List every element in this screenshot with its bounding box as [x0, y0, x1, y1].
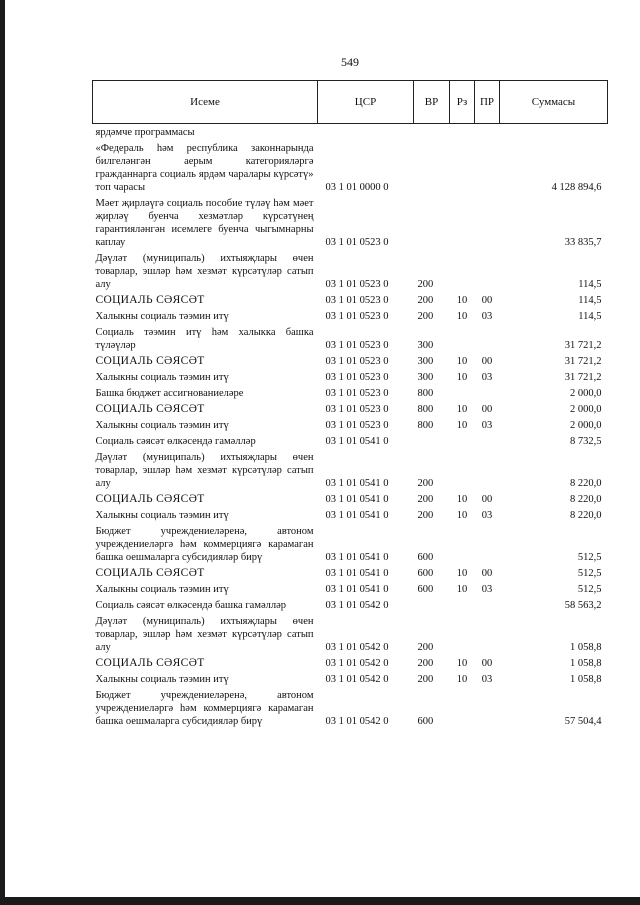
row-vr-cell: 800 [417, 404, 434, 415]
table-body [93, 124, 608, 729]
row-csr-cell: 03 1 01 0523 0 [325, 420, 389, 431]
row-csr-cell: 03 1 01 0523 0 [325, 372, 389, 383]
row-csr-cell: 03 1 01 0542 0 [325, 674, 389, 685]
row-vr-cell: 600 [417, 584, 434, 595]
row-name-cell: СОЦИАЛЬ СӘЯСӘТ [95, 657, 205, 669]
row-sum-cell: 31 721,2 [564, 340, 602, 351]
row-vr-cell: 200 [417, 658, 434, 669]
row-sum-cell: 8 220,0 [570, 510, 602, 521]
row-rz-cell: 10 [456, 494, 468, 505]
row-vr-cell: 200 [417, 510, 434, 521]
row-vr-cell: 200 [417, 478, 434, 489]
budget-table [92, 80, 608, 728]
table-row [93, 522, 608, 564]
row-sum-cell: 512,5 [577, 568, 602, 579]
row-sum-cell: 8 220,0 [570, 494, 602, 505]
row-pr-cell [475, 124, 500, 140]
row-csr-cell: 03 1 01 0000 0 [325, 182, 389, 193]
row-vr-cell [414, 596, 450, 612]
row-csr-cell: 03 1 01 0541 0 [325, 494, 389, 505]
row-name-cell: Социаль сәясәт өлкәсендә башка гамәлләр [95, 600, 287, 611]
row-pr-cell: 00 [481, 356, 493, 367]
row-csr-cell: 03 1 01 0541 0 [325, 510, 389, 521]
row-sum-cell: 31 721,2 [564, 372, 602, 383]
budget-table-container [92, 80, 607, 728]
row-vr-cell: 600 [417, 552, 434, 563]
row-name-cell: СОЦИАЛЬ СӘЯСӘТ [95, 493, 205, 505]
page-number: 549 [341, 55, 359, 69]
row-sum-cell: 58 563,2 [564, 600, 602, 611]
table-row [93, 654, 608, 670]
row-csr-cell: 03 1 01 0523 0 [325, 404, 389, 415]
row-pr-cell: 03 [481, 372, 493, 383]
table-row [93, 596, 608, 612]
row-rz-cell: 10 [456, 295, 468, 306]
row-name-cell: СОЦИАЛЬ СӘЯСӘТ [95, 355, 205, 367]
header-csr: ЦСР [318, 81, 414, 124]
row-rz-cell: 10 [456, 311, 468, 322]
table-row [93, 432, 608, 448]
row-sum-cell: 114,5 [578, 279, 602, 290]
row-pr-cell: 00 [481, 494, 493, 505]
row-name-cell: СОЦИАЛЬ СӘЯСӘТ [95, 403, 205, 415]
row-vr-cell: 800 [417, 420, 434, 431]
row-pr-cell [475, 612, 500, 654]
row-sum-cell: 1 058,8 [570, 642, 602, 653]
row-sum-cell: 4 128 894,6 [551, 182, 602, 193]
table-row [93, 416, 608, 432]
row-vr-cell: 200 [417, 279, 434, 290]
row-vr-cell: 800 [417, 388, 434, 399]
row-csr-cell: 03 1 01 0542 0 [325, 600, 389, 611]
table-row [93, 139, 608, 194]
row-rz-cell [450, 249, 475, 291]
row-name-cell: Дәүләт (муниципаль) ихтыяҗлары өчен товарлар, эшләр һәм хезмәт күрсәтүләр сатып алу [95, 452, 314, 489]
row-csr-cell: 03 1 01 0541 0 [325, 478, 389, 489]
table-row [93, 670, 608, 686]
row-pr-cell: 03 [481, 420, 493, 431]
row-vr-cell: 200 [417, 311, 434, 322]
row-csr-cell: 03 1 01 0523 0 [325, 356, 389, 367]
row-pr-cell [475, 323, 500, 352]
row-pr-cell: 00 [481, 568, 493, 579]
row-pr-cell [475, 596, 500, 612]
row-name-cell: Халыкны социаль тәэмин итү [95, 510, 229, 521]
row-name-cell: СОЦИАЛЬ СӘЯСӘТ [95, 294, 205, 306]
row-sum-cell: 2 000,0 [570, 404, 602, 415]
row-sum-cell: 512,5 [577, 552, 602, 563]
row-csr-cell: 03 1 01 0523 0 [325, 311, 389, 322]
row-rz-cell: 10 [456, 420, 468, 431]
row-sum-cell: 114,5 [578, 295, 602, 306]
row-vr-cell: 200 [417, 674, 434, 685]
row-vr-cell [414, 139, 450, 194]
row-sum-cell: 2 000,0 [570, 420, 602, 431]
row-pr-cell: 00 [481, 404, 493, 415]
row-name-cell: Социаль сәясәт өлкәсендә гамәлләр [95, 436, 256, 447]
row-csr-cell [318, 124, 414, 140]
table-row [93, 249, 608, 291]
table-header-row [93, 81, 608, 124]
row-pr-cell: 03 [481, 510, 493, 521]
table-row [93, 490, 608, 506]
row-vr-cell: 600 [417, 568, 434, 579]
row-rz-cell: 10 [456, 404, 468, 415]
row-pr-cell: 03 [481, 674, 493, 685]
row-csr-cell: 03 1 01 0523 0 [325, 237, 389, 248]
row-sum-cell: 512,5 [577, 584, 602, 595]
row-csr-cell: 03 1 01 0523 0 [325, 295, 389, 306]
row-rz-cell [450, 612, 475, 654]
row-pr-cell [475, 384, 500, 400]
row-csr-cell: 03 1 01 0541 0 [325, 568, 389, 579]
row-pr-cell: 00 [481, 295, 493, 306]
row-name-cell: Дәүләт (муниципаль) ихтыяҗлары өчен товарлар, эшләр һәм хезмәт күрсәтүләр сатып алу [95, 253, 314, 290]
row-vr-cell: 200 [417, 295, 434, 306]
row-name-cell: Социаль тәэмин итү һәм халыкка башка түләүләр [95, 327, 314, 351]
row-pr-cell [475, 432, 500, 448]
row-rz-cell [450, 522, 475, 564]
row-name-cell: «Федераль һәм республика законнарында билгеләнгән аерым категорияләргә гражданнарга социаль ярдәм чаралары күрсәтү» топ чарасы [95, 143, 314, 193]
row-pr-cell [475, 194, 500, 249]
table-row [93, 612, 608, 654]
row-csr-cell: 03 1 01 0541 0 [325, 584, 389, 595]
row-vr-cell [414, 432, 450, 448]
row-name-cell: Халыкны социаль тәэмин итү [95, 311, 229, 322]
table-row [93, 307, 608, 323]
table-row [93, 400, 608, 416]
scan-edge-bottom [0, 897, 640, 905]
table-row [93, 580, 608, 596]
header-vr: ВР [414, 81, 450, 124]
table-row [93, 352, 608, 368]
row-name-cell: Мәет җирләүгә социаль пособие түләү һәм мәет җирләү буенча хезмәтләр күрсәтүнең гарантияләнгән исемлеге буенча чыгымнарны каплау [95, 198, 314, 248]
row-name-cell: Бюджет учреждениеләренә, автоном учреждениеләргә һәм коммерциягә карамаган башка оешмаларга субсидияләр бирү [95, 526, 314, 563]
row-rz-cell [450, 194, 475, 249]
row-sum-cell: 57 504,4 [564, 716, 602, 727]
row-vr-cell: 200 [417, 642, 434, 653]
row-name-cell: Бюджет учреждениеләренә, автоном учреждениеләргә һәм коммерциягә карамаган башка оешмаларга субсидияләр бирү [95, 690, 314, 727]
row-csr-cell: 03 1 01 0523 0 [325, 388, 389, 399]
row-rz-cell: 10 [456, 674, 468, 685]
table-row [93, 291, 608, 307]
row-pr-cell [475, 448, 500, 490]
row-sum-cell [500, 124, 608, 140]
row-vr-cell: 600 [417, 716, 434, 727]
row-rz-cell [450, 432, 475, 448]
row-vr-cell: 300 [417, 340, 434, 351]
row-csr-cell: 03 1 01 0523 0 [325, 340, 389, 351]
table-row [93, 194, 608, 249]
header-rz: Рз [450, 81, 475, 124]
row-sum-cell: 8 732,5 [570, 436, 602, 447]
row-pr-cell: 03 [481, 584, 493, 595]
row-csr-cell: 03 1 01 0523 0 [325, 279, 389, 290]
row-rz-cell: 10 [456, 584, 468, 595]
row-rz-cell [450, 686, 475, 728]
table-row [93, 686, 608, 728]
row-name-cell: Халыкны социаль тәэмин итү [95, 372, 229, 383]
row-pr-cell [475, 522, 500, 564]
row-vr-cell [414, 124, 450, 140]
row-pr-cell: 00 [481, 658, 493, 669]
row-name-cell: Башка бюджет ассигнованиеләре [95, 388, 244, 399]
table-row [93, 384, 608, 400]
row-sum-cell: 33 835,7 [564, 237, 602, 248]
row-csr-cell: 03 1 01 0541 0 [325, 436, 389, 447]
row-csr-cell: 03 1 01 0541 0 [325, 552, 389, 563]
row-vr-cell: 300 [417, 356, 434, 367]
row-rz-cell [450, 124, 475, 140]
scan-edge-left [0, 0, 5, 905]
row-rz-cell [450, 596, 475, 612]
header-name: Исеме [93, 81, 318, 124]
row-pr-cell: 03 [481, 311, 493, 322]
header-pr: ПР [475, 81, 500, 124]
table-row [93, 124, 608, 140]
row-sum-cell: 1 058,8 [570, 674, 602, 685]
row-sum-cell: 1 058,8 [570, 658, 602, 669]
row-rz-cell [450, 323, 475, 352]
row-vr-cell [414, 194, 450, 249]
row-name-cell: Дәүләт (муниципаль) ихтыяҗлары өчен товарлар, эшләр һәм хезмәт күрсәтүләр сатып алу [95, 616, 314, 653]
row-csr-cell: 03 1 01 0542 0 [325, 716, 389, 727]
table-row [93, 368, 608, 384]
table-row [93, 564, 608, 580]
row-name-cell: ярдәмче программасы [95, 127, 195, 138]
row-sum-cell: 2 000,0 [570, 388, 602, 399]
row-pr-cell [475, 249, 500, 291]
row-sum-cell: 8 220,0 [570, 478, 602, 489]
row-rz-cell: 10 [456, 658, 468, 669]
table-row [93, 506, 608, 522]
row-rz-cell [450, 139, 475, 194]
row-rz-cell: 10 [456, 372, 468, 383]
row-rz-cell [450, 448, 475, 490]
header-sum: Суммасы [500, 81, 608, 124]
row-csr-cell: 03 1 01 0542 0 [325, 642, 389, 653]
table-row [93, 323, 608, 352]
row-pr-cell [475, 139, 500, 194]
row-csr-cell: 03 1 01 0542 0 [325, 658, 389, 669]
row-rz-cell [450, 384, 475, 400]
row-pr-cell [475, 686, 500, 728]
row-rz-cell: 10 [456, 510, 468, 521]
row-vr-cell: 300 [417, 372, 434, 383]
row-name-cell: СОЦИАЛЬ СӘЯСӘТ [95, 567, 205, 579]
row-rz-cell: 10 [456, 356, 468, 367]
row-name-cell: Халыкны социаль тәэмин итү [95, 674, 229, 685]
row-sum-cell: 114,5 [578, 311, 602, 322]
row-name-cell: Халыкны социаль тәэмин итү [95, 584, 229, 595]
row-vr-cell: 200 [417, 494, 434, 505]
row-sum-cell: 31 721,2 [564, 356, 602, 367]
row-name-cell: Халыкны социаль тәэмин итү [95, 420, 229, 431]
row-rz-cell: 10 [456, 568, 468, 579]
table-row [93, 448, 608, 490]
